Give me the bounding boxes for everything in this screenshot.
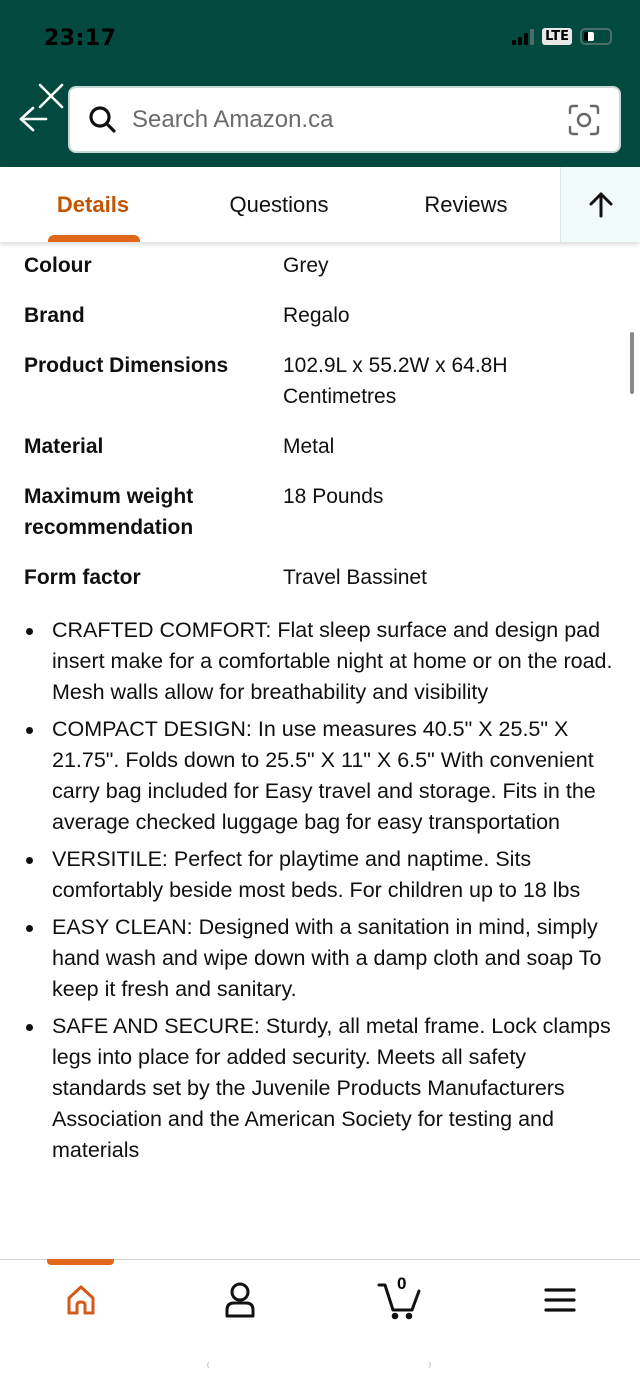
bullet-text: COMPACT DESIGN: In use measures 40.5" X 25.5" X 21.75". Folds down to 25.5" X 11" X 6.5" With convenient carry bag included for Easy travel and storage. Fits in the average checked luggage bag for easy transportation — [52, 717, 596, 834]
spec-table — [24, 250, 604, 612]
browser-nav-hint — [205, 1360, 433, 1370]
tab-questions[interactable] — [186, 167, 372, 242]
scroll-to-top-button[interactable] — [560, 167, 640, 242]
bullet-text: CRAFTED COMFORT: Flat sleep surface and design pad insert make for a comfortable night at home or on the road. Mesh walls allow for breathability and visibility — [52, 618, 613, 704]
home-icon — [64, 1283, 98, 1317]
spec-label: Colour — [24, 254, 92, 277]
spec-label: Form factor — [24, 566, 141, 589]
spec-value: Regalo — [283, 304, 350, 327]
bullet-dot — [26, 628, 33, 635]
arrow-up-icon — [588, 191, 614, 219]
bullet-dot — [26, 857, 33, 864]
signal-icon — [512, 29, 534, 45]
cart-count-badge: 0 — [397, 1274, 407, 1293]
search-bar[interactable] — [68, 86, 621, 153]
spec-row — [24, 350, 604, 412]
tab-reviews-label: Reviews — [424, 191, 508, 217]
scrollbar[interactable] — [630, 332, 634, 394]
spec-value: Travel Bassinet — [283, 566, 427, 589]
tab-details-label: Details — [56, 191, 130, 217]
spec-row — [24, 300, 604, 331]
feature-bullet — [24, 844, 614, 906]
tab-details[interactable] — [0, 167, 186, 242]
app-header — [0, 0, 640, 167]
spec-value: 18 Pounds — [283, 485, 384, 508]
nav-cart-button[interactable] — [375, 1274, 425, 1322]
nav-home-button[interactable] — [56, 1278, 106, 1322]
feature-bullet — [24, 912, 614, 1005]
spec-label: Product Dimensions — [24, 354, 229, 377]
bullet-text: EASY CLEAN: Designed with a sanitation in mind, simply hand wash and wipe down with a damp cloth and soap To keep it fresh and sanitary. — [52, 915, 602, 1001]
bullet-dot — [26, 925, 33, 932]
search-icon — [86, 103, 120, 137]
detail-tabs — [0, 167, 640, 242]
spec-row — [24, 562, 604, 593]
feature-bullet — [24, 1011, 614, 1166]
tab-questions-label: Questions — [229, 191, 329, 217]
network-label: LTE — [542, 28, 572, 45]
spec-value: 102.9L x 55.2W x 64.8H Centimetres — [283, 354, 508, 408]
status-icons — [512, 28, 612, 45]
active-tab-indicator — [48, 235, 140, 242]
bullet-text: VERSITILE: Perfect for playtime and naptime. Sits comfortably beside most beds. For children up to 18 lbs — [52, 847, 581, 902]
spec-value: Grey — [283, 254, 329, 277]
product-details-content — [0, 242, 640, 1259]
tab-reviews[interactable] — [372, 167, 560, 242]
feature-bullets — [24, 615, 614, 1172]
nav-account-button[interactable] — [215, 1278, 265, 1322]
nav-menu-button[interactable] — [535, 1278, 585, 1322]
feature-bullet — [24, 714, 614, 838]
bottom-nav — [0, 1259, 640, 1386]
search-input[interactable] — [132, 106, 567, 134]
status-time: 23:17 — [44, 26, 117, 51]
feature-bullet — [24, 615, 614, 708]
back-close-icon[interactable] — [18, 82, 66, 134]
bullet-dot — [26, 1024, 33, 1031]
bullet-text: SAFE AND SECURE: Sturdy, all metal frame. Lock clamps legs into place for added security. Meets all safety standards set by the Juvenile Products Manufacturers Association and the American Society for testing and materials — [52, 1014, 611, 1162]
hamburger-menu-icon — [543, 1286, 577, 1314]
battery-icon — [580, 28, 612, 45]
spec-label: Maximum weight recommendation — [24, 485, 194, 539]
camera-lens-icon[interactable] — [567, 103, 601, 137]
spec-row — [24, 431, 604, 462]
active-nav-indicator — [47, 1259, 114, 1265]
spec-label: Material — [24, 435, 104, 458]
spec-value: Metal — [283, 435, 335, 458]
spec-row — [24, 250, 604, 281]
spec-label: Brand — [24, 304, 85, 327]
person-icon — [223, 1281, 257, 1319]
bullet-dot — [26, 727, 33, 734]
spec-row — [24, 481, 604, 543]
